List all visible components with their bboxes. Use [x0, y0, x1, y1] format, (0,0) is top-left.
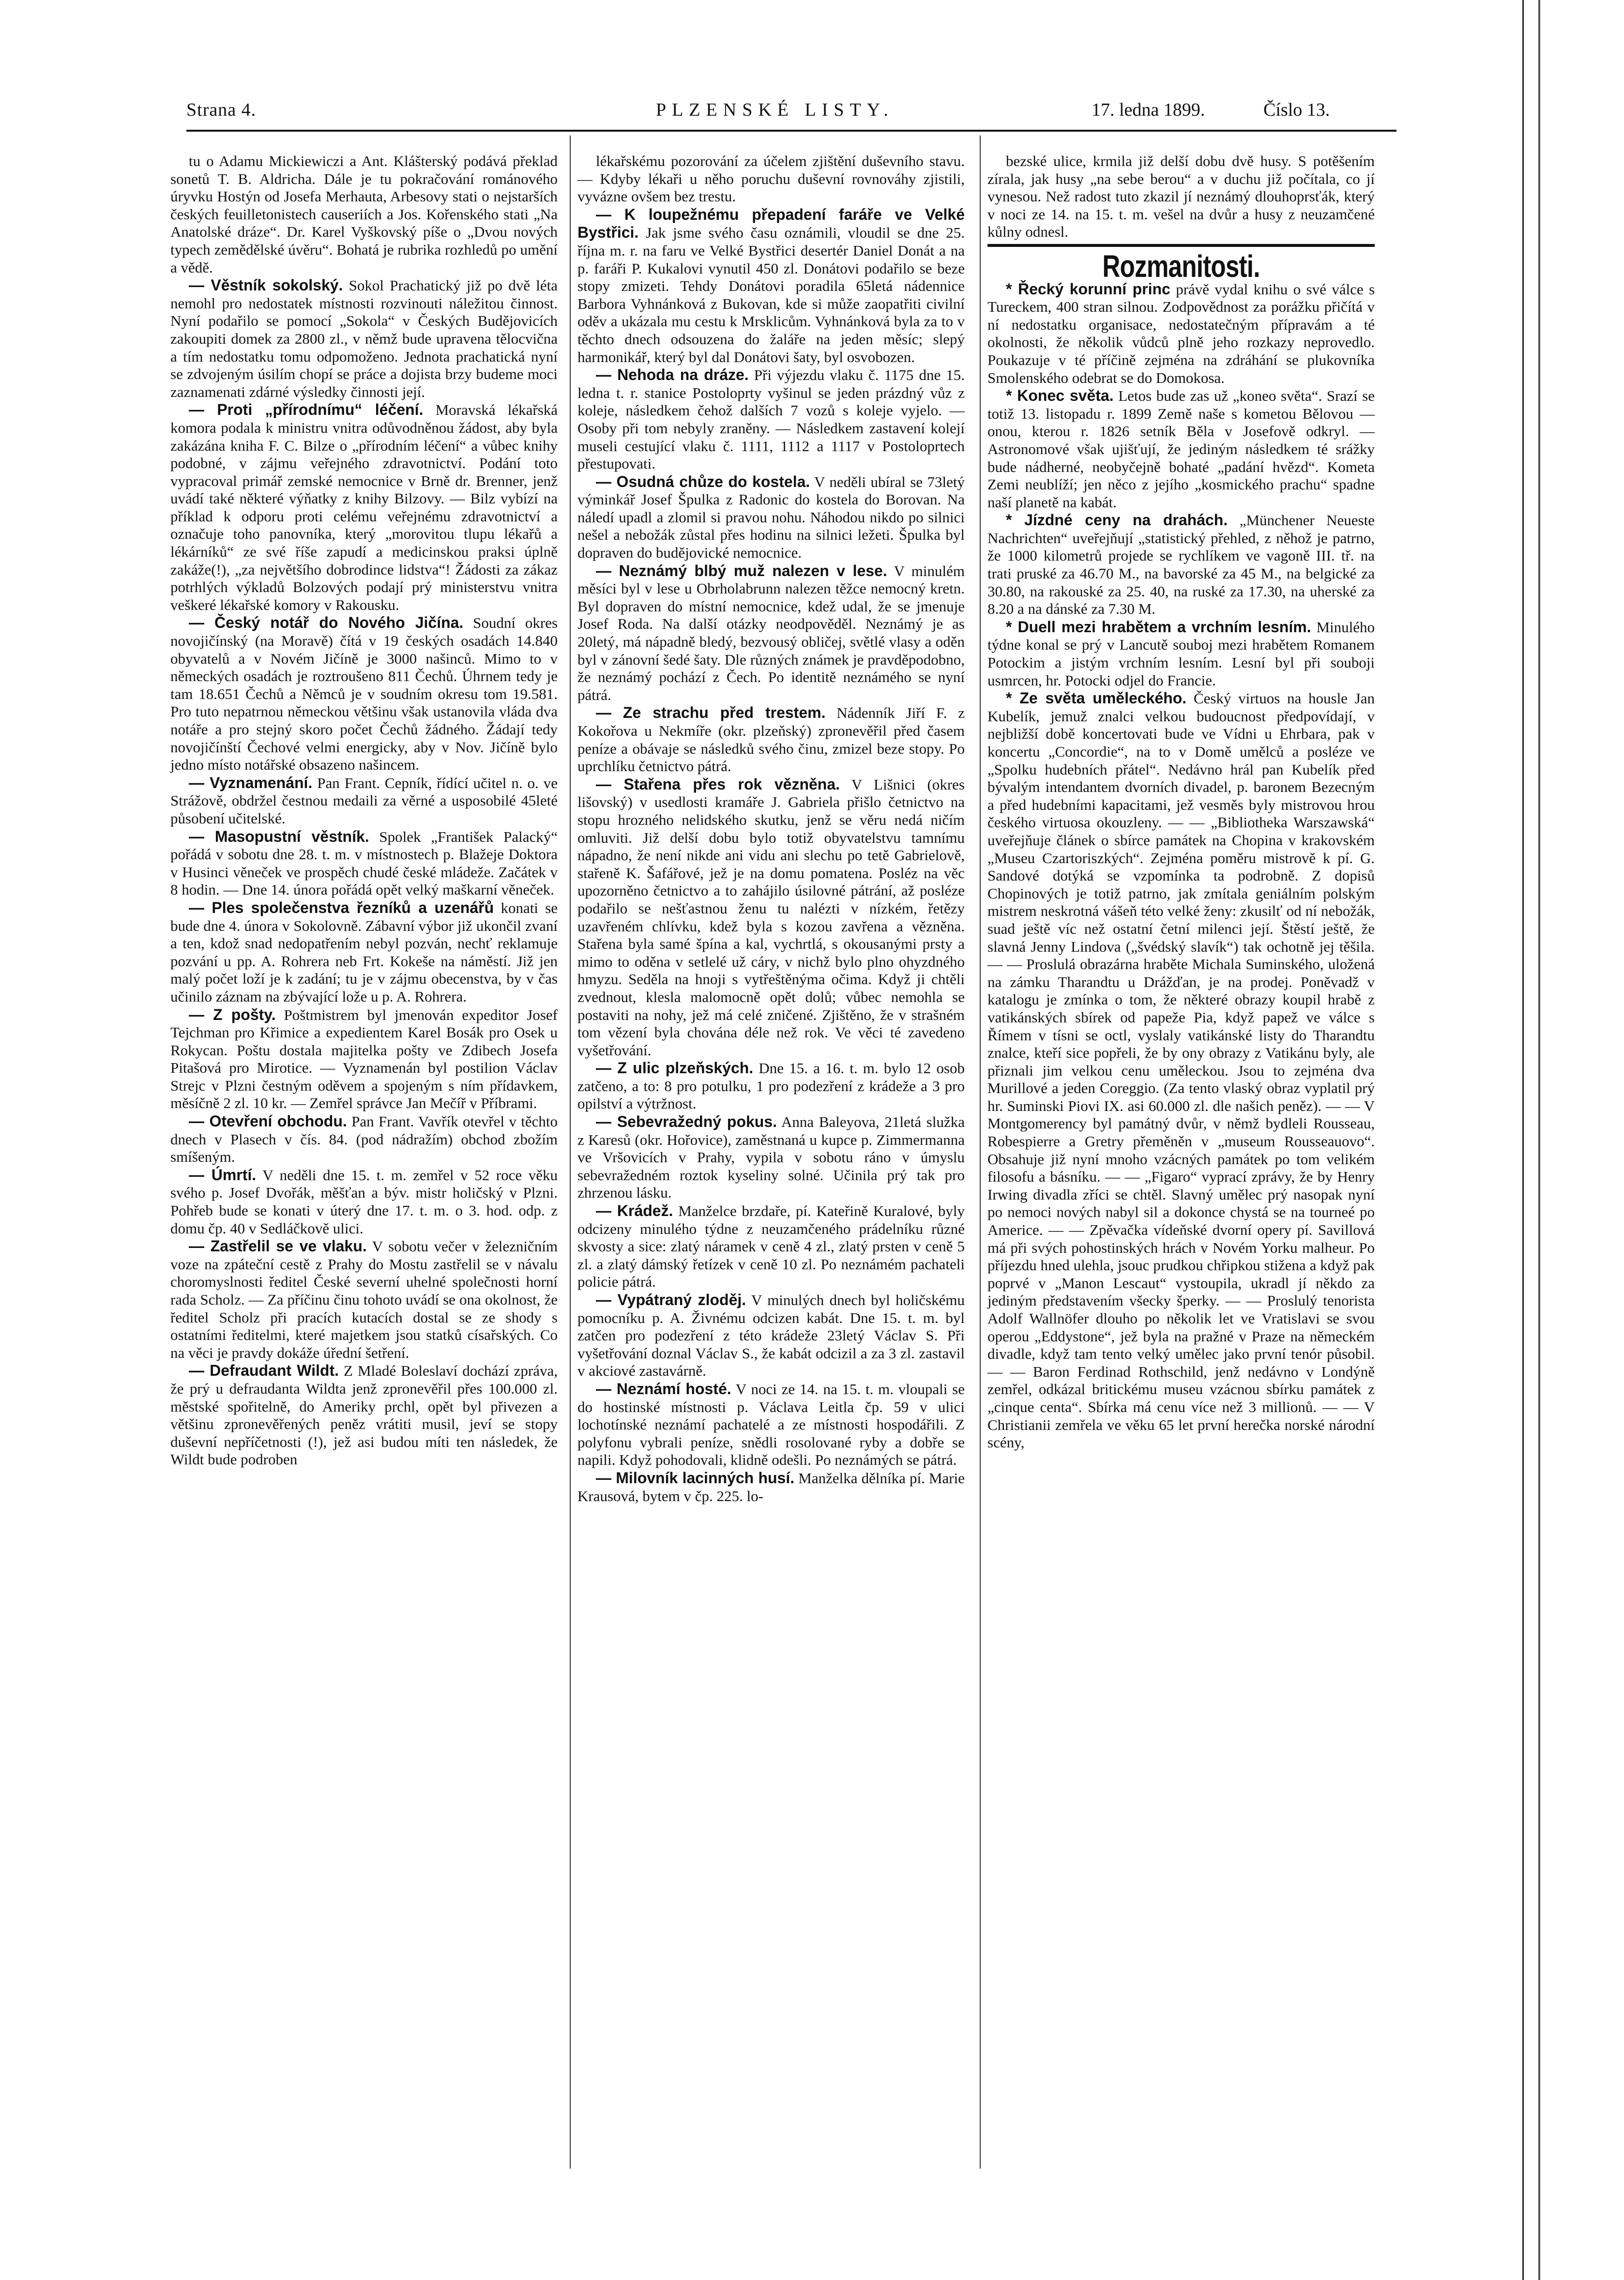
article-text: Moravská lékařská komora podala k ministru vnitra odůvodněnou žádost, aby byla zakázána kniha F. C. Bilze o „přírodním léčení“ a vůbec knihy podobné, v zájmu veřejného zdravotnictví. Podání toto vypracoval primář zemské nemocnice v Brně dr. Brenner, jenž uvádí také některé výňatky z knihy Bilzovy. — Bilz vybízí na příklad k odporu proti celému veřejnému zdravotnictví a označuje toho panovníka, který „morovitou tlupu lékařů a lékárníků“ ze své říše zapudí a medicinskou praksi úplně zakáže(!), „za největšího dobrodince lidstva“! Žádosti za zákaz potrhlých výkladů Bolzových podají prý ministerstvu vnitra veškeré lékařské komory v Rakousku.	[170, 401, 558, 613]
column-3	[987, 152, 1375, 1452]
article-text: „Münchener Neueste Nachrichten“ uveřejňují „statistický přehled, z něhož je patrno, že 1000 kilometrů projede se rychlíkem ve vagoně III. tř. na trati pruské za 46.70 M., na bavorské za 45 M., na belgické za 30.80, na rakouské za 25. 40, na ruské za 17.30, na uherské za 8.20 a na dánské za 7.30 M.	[987, 512, 1375, 618]
article-text: bezské ulice, krmila již delší dobu dvě husy. S potěšením zírala, jak husy „na sebe berou“ a v duchu již počítala, co jí vynesou. Než radost tuto zkazil jí neznámý dlouhoprsťák, který v noci ze 14. na 15. t. m. vešel na dvůr a husy z neuzamčené kůlny odnesl.	[987, 152, 1375, 241]
page-number: Strana 4.	[186, 100, 257, 120]
article-paragraph	[170, 152, 558, 276]
article-heading: — Proti „přírodnímu“ léčení.	[189, 401, 424, 419]
article-heading: — Otevření obchodu.	[189, 1112, 347, 1130]
article-paragraph	[577, 1380, 965, 1469]
article-heading: — Vyznamenání.	[189, 774, 313, 791]
article-text: Nádenník Jiří F. z Kokořova u Nekmíře (okr. plzeňský) zpronevěřil před časem peníze a obávaje se následků svého činu, zmizel beze stopy. Po uprchlíku četnictvo pátrá.	[577, 704, 965, 775]
section-title: Rozmanitosti.	[1102, 248, 1260, 284]
article-paragraph	[577, 206, 965, 366]
article-heading: — Neznámý blbý muž nalezen v lese.	[596, 562, 887, 579]
article-text: Minulého týdne konal se prý v Lancutě souboj mezi hrabětem Romanem Potockim a jistým vrchním lesním. Lesní byl při souboji usmrcen, hr. Potocki odjel do Francie.	[987, 618, 1375, 689]
issue-date: 17. ledna 1899.	[1092, 100, 1205, 120]
article-paragraph	[170, 774, 558, 828]
article-text: V neděli dne 15. t. m. zemřel v 52 roce věku svého p. Josef Dvořák, měšťan a býv. mistr holičský v Plzni. Pohřeb bude se konati v úterý dne 17. t. m. o 3. hod. odp. z domu čp. 40 v Sedláčkově ulici.	[170, 1166, 558, 1237]
article-paragraph	[577, 1059, 965, 1113]
newspaper-title: PLZENSKÉ LISTY.	[656, 100, 894, 120]
article-paragraph	[170, 401, 558, 614]
article-paragraph	[577, 1113, 965, 1202]
article-text: Pan Frant. Cepník, řídící učitel n. o. ve Strážově, obdržel čestnou medaili za věrné a usposobilé 45leté působení učitelské.	[170, 774, 558, 827]
article-paragraph	[577, 366, 965, 473]
article-heading: — Český notář do Nového Jičína.	[189, 614, 464, 632]
article-text: V minulém měsíci byl v lese u Obrholabrunn nalezen těžce nemocný kretn. Byl dopraven do místní nemocnice, kdež udal, že se jmenuje Josef Roda. Na další otázky neodpověděl. Neznámý je as 20letý, má nápadně bledý, bezvousý obličej, světlé vlasy a oděn byl v zánovní šedé šaty. Dle různých známek je pravděpodobno, že neznámý pochází z Čech. Po identitě neznámého se nyní pátrá.	[577, 562, 965, 703]
article-paragraph	[170, 899, 558, 1006]
column-3-bottom	[987, 280, 1375, 1452]
article-heading: — Osudná chůze do kostela.	[596, 472, 810, 490]
article-heading: — Věstník sokolský.	[189, 276, 343, 294]
article-heading: * Konec světa.	[1006, 387, 1114, 405]
article-heading: — Z pošty.	[189, 1005, 276, 1023]
article-text: Anna Baleyova, 21letá služka z Karesů (okr. Hořovice), zaměstnaná u kupce p. Zimmermanna ve Vršovicích v Prahy, vypila v sobotu ráno v úmyslu sebevražedném roztok kyseliny solné. Učinila prý tak pro zhrzenou lásku.	[577, 1113, 965, 1201]
article-paragraph	[577, 775, 965, 1060]
article-heading: — K loupežnému přepadení faráře ve Velké Bystřici.	[577, 205, 965, 242]
article-heading: — Zastřelil se ve vlaku.	[189, 1237, 367, 1255]
article-heading: — Masopustní věstník.	[189, 827, 369, 845]
article-text: Jak jsme svého času oznámili, vloudil se dne 25. října m. r. na faru ve Velké Bystřici desertér Daniel Donát a na p. faráři P. Kukalovi vynutil 450 zl. Donátovi podařilo se beze stopy zmizeti. Tehdy Donátovi poradila 65letá nádennice Barbora Vyhnánková z Bukovan, kde si může zaopatřiti civilní oděv a ukázala mu cestu k Mrsklicům. Vyhnánková byla za to v těchto dnech odsouzena do žaláře na jeden měsíc; slepý harmonikář, který byl dal Donátovi šaty, byl osvobozen.	[577, 224, 965, 365]
column-divider	[570, 136, 571, 2169]
page-edge-line	[1538, 0, 1540, 2280]
article-heading: — Sebevražedný pokus.	[596, 1113, 777, 1131]
article-heading: * Duell mezi hrabětem a vrchním lesním.	[1006, 618, 1311, 636]
article-text: Poštmistrem byl jmenován expeditor Josef Tejchman pro Křimice a expedientem Karel Bosák pro Osek u Rokycan. Poštu dostala majitelka pošty ve Zdibech Josefa Pitašová pro Mirotice. — Vyznamenán byl postilion Václav Strejc v Plzni čestným oděvem a spojeným s ním přídavkem, měsíčně 2 zl. 10 kr. — Zemřel správce Jan Mečíř v Příbrami.	[170, 1006, 558, 1112]
article-paragraph	[170, 1237, 558, 1362]
article-text: Letos bude zas už „koneo světa“. Srazí se totiž 13. listopadu r. 1899 Země naše s kometou Bělovou — onou, kterou r. 1826 setník Běla v Josefově odkryl. — Astronomové však ujišťují, že jediným následkem té srážky bude nádherné, neobyčejně bohaté „padání hvězd“. Kometa Zemi neublíží; jen něco z jejího „kosmického prachu“ spadne naší planetě na kabát.	[987, 387, 1375, 511]
article-text: Český virtuos na housle Jan Kubelík, jemuž znalci velkou budoucnost předpovídají, v nejbližší době koncertovati bude ve Vídni u Ehrbara, pak v koncertu „Concordie“, na to v Domě umělců a posléze ve „Spolku hudebních přátel“. Nedávno hrál pan Kubelík před bývalým intendantem dvorních divadel, p. baronem Bezecným a před hudebními kapacitami, jež vesměs byly mistrovou hrou českého virtuosa okouzleny. — — „Bibliotheka Warszawská“ uveřejňuje článek o sbírce památek na Chopina v krakovském „Museu Czartoriszkých“. Zejména poměru mistrově k pí. G. Sandové dotýká se vzpomínka ta podrobně. Z dopisů Chopinových je totiž patrno, jak zmítala geniálním polským mistrem neskrotná vášeň této velké ženy: zkusilť od ní nebožák, suad ještě víc než ostatní četní milenci její. Štěstí ještě, že slavná Jenny Lindova („švédský slavík“) tak ochotně jej těšila. — — Proslulá obrazárna hraběte Michala Suminského, uložená na zámku Tharandtu u Drážďan, je na prodej. Poněvadž v katalogu je zmínka o tom, že některé obrazy koupil hrabě z vatikánských sbírek od papeže Pia, když papež ve válce s Římem v tísni se octl, vyslaly vatikánské listy do Tharandtu znalce, kteří sice popřeli, že by ony obrazy z Vatikánu byly, ale přiznali jim velkou cenu uměleckou. Jsou to zejména dva Murillové a jeden Coreggio. (Za tento vlaský obraz vyplatil prý hr. Suminski Piovi IX. asi 60.000 zl. dle našich peněz). — — V Montgomerency byl památný dvůr, v němž bydleli Rousseau, Robespierre a Gretry přeměněn v „museum Rousseauovo“. Obsahuje již nyní mnoho vzácných památek po tom velikém filosofu a básníku. — — „Figaro“ vyprací zprávy, že by Henry Irwing divadla zříci se chtěl. Slavný umělec prý nasopak nyní po nemoci nových nabyl sil a dokonce chystá se na tourneé po Americe. — — Zpěvačka vídeňské dvorní opery pí. Savillová má při svých pohostinských hrách v Novém Yorku malheur. Po příjezdu hned ulehla, jsouc prudkou chřipkou stižena a když pak poprvé v „Manon Lescaut“ vystoupila, ukradl jí někdo za jediným představením všecky šperky. — — Proslulý tenorista Adolf Wallnöfer dlouho po několik let ve Vratislavi se svou operou „Eddystone“, jež byla na pražné v Praze na německém divadle, když tam tento velký umělec jako první tenór působil. — — Baron Ferdinad Rothschild, jenž nedávno v Londýně zemřel, odkázal britickému museu vzácnou sbírku památek z „cinque centa“. Sbírka má cenu více než 3 millionů. — — V Christianii zemřela ve věku 65 let první herečka norské národní scény,	[987, 690, 1375, 1451]
article-text: Manželce brzdaře, pí. Kateřině Kuralové, byly odcizeny minulého týdne z neuzamčeného prádelníku různé skvosty a sice: zlatý náramek v ceně 4 zl., zlatý prsten v ceně 5 zl. a zlatý dámský řetízek v ceně 10 zl. Po neznámém pachateli policie pátrá.	[577, 1202, 965, 1291]
article-heading: — Ze strachu před trestem.	[596, 704, 826, 722]
header-rule	[186, 130, 1396, 132]
article-text: tu o Adamu Mickiewiczi a Ant. Klášterský podává překlad sonetů T. B. Aldricha. Dále je tu pokračování románového úryvku Hostýn od Josefa Merhauta, Arbesovy stati o nejstarších českých feuilletonistech causeriích a Jos. Kořenského stati „Na Anatolské dráze“. Dr. Karel Vyškovský píše o „Dvou nových typech zemědělské úvěru“. Bohatá je rubrika rozhledů po umění a vědě.	[170, 152, 558, 276]
article-heading: * Jízdné ceny na drahách.	[1006, 511, 1228, 529]
article-paragraph	[987, 387, 1375, 511]
page-edge	[1522, 0, 1624, 2280]
article-paragraph	[577, 473, 965, 562]
article-paragraph	[987, 618, 1375, 689]
article-text: Soudní okres novojičínský (na Moravě) čítá v 19 českých osadách 14.840 obyvatelů a v Novém Jičíně je 3000 našinců. Mimo to v německých osadách je roztroušeno 811 Čechů. Úhrnem tedy je tam 18.651 Čechů a Němců je v soudním okresu tom 19.581. Pro tuto nepatrnou německou většinu však ustanovila vláda dva notáře a pro stejný skoro počet Čechů žádného. Žádají tedy novojičínští Čechové velmi energicky, aby v Nov. Jičíně bylo jedno místo notářské obsazeno našincem.	[170, 614, 558, 774]
article-text: V minulých dnech byl holičskému pomocníku p. A. Živnému odcizen kabát. Dne 15. t. m. byl zatčen pro podezření z této krádeže 23letý Václav S. Při vyšetřování doznal Václav S., že kabát odcizil a za 3 zl. zastavil v akciové zastavárně.	[577, 1292, 965, 1380]
article-paragraph	[170, 1362, 558, 1469]
article-text: Z Mladé Boleslaví dochází zpráva, že prý u defraudanta Wildta jenž zpronevěřil přes 100.000 zl. městské spořitelně, do Ameriky prchl, opět byl přivezen a většinu zpronevěřených peněz vrátiti musil, jeví se stopy duševní nepříčetnosti (!), jež asi budou míti ten následek, že Wildt bude podroben	[170, 1362, 558, 1468]
article-heading: — Neznámí hosté.	[596, 1380, 731, 1398]
article-paragraph	[170, 276, 558, 401]
article-paragraph	[577, 704, 965, 775]
article-paragraph	[170, 614, 558, 774]
article-paragraph	[577, 1202, 965, 1291]
article-heading: — Vypátraný zloděj.	[596, 1291, 746, 1308]
article-paragraph	[987, 689, 1375, 1452]
article-heading: — Stařena přes rok vězněna.	[596, 775, 840, 793]
article-heading: — Milovník lacinných husí.	[596, 1469, 795, 1487]
column-3-top	[987, 152, 1375, 241]
article-text: Při výjezdu vlaku č. 1175 dne 15. ledna t. r. stanice Postoloprty vyšinul se jeden prázdný vůz z koleje, následkem čehož dalších 7 vozů s koleje vyjelo. — Osoby při tom nebyly zraněny. — Následkem zastavení kolejí museli cestující vlaku č. 1111, 1112 a 1117 v Postoloprtech přestupovati.	[577, 366, 965, 472]
column-divider	[980, 136, 981, 2169]
article-paragraph	[577, 1469, 965, 1505]
section-rule	[987, 244, 1375, 247]
article-text: Dne 15. a 16. t. m. bylo 12 osob zatčeno, a to: 8 pro potulku, 1 pro podezření z krádeže a 3 pro opilství a výtržnost.	[577, 1060, 965, 1112]
article-text: Pan Frant. Vavřík otevřel v těchto dnech v Plasech v čís. 84. (pod nádražím) obchod zbožím smíšeným.	[170, 1113, 558, 1166]
article-text: lékařskému pozorování za účelem zjištění duševního stavu. — Kdyby lékaři u něho poruchu duševní rovnováhy zjistili, vyvázne ovšem bez trestu.	[577, 152, 965, 205]
article-text: Manželka dělníka pí. Marie Krausová, bytem v čp. 225. lo-	[577, 1469, 965, 1505]
article-paragraph	[170, 828, 558, 899]
article-heading: * Ze světa uměleckého.	[1006, 689, 1187, 707]
article-paragraph	[987, 280, 1375, 387]
article-paragraph	[170, 1112, 558, 1166]
column-2	[577, 152, 965, 1505]
article-heading: — Úmrtí.	[189, 1166, 257, 1184]
article-paragraph	[987, 152, 1375, 241]
article-text: V noci ze 14. na 15. t. m. vloupali se do hostinské místnosti p. Václava Leitla čp. 59 v ulici lochotínské neznámí pachatelé a ze místnosti hospodářili. Z polyfonu vybrali peníze, snědli rosolované ryby a dobře se napili. Když pohodovali, klidně odešli. Po neznámých se pátrá.	[577, 1380, 965, 1469]
article-paragraph	[170, 1166, 558, 1237]
article-text: V Lišnici (okres lišovský) v usedlosti kramáře J. Gabriela přišlo četnictvo na stopu hrozného nelidského skutku, jenž se věru nedá ničím omluviti. Již delší dobu bylo totiž obyvatelstvu tamnímu nápadno, že není nikde ani vidu ani slechu po tetě Gabrielově, stařeně K. Šafářové, jež je na domu pomatena. Posléz na věc upozorněno četnictvo a to zahájilo úsilovné pátrání, až posléze podařilo se nešťastnou ženu tu nalézti v nízkém, řetězy uzavřeném chlívku, kdež byla s kozou zavřena a vězněna. Stařena byla samé špína a kal, vychrtlá, s okousanými prsty a mimo to oděna v setlelé už cáry, v nichž bylo plno ohyzdného hmyzu. Seděla na hnoji s vytřeštěnýma očima. Když ji chtěli zvednout, klesla malomocně opět dolů; vůbec nemohla se postaviti na nohy, jež má celé zničené. Zjištěno, že v strašném tom vězení byla chována déle než rok. Ve věci té zavedeno vyšetřování.	[577, 775, 965, 1059]
article-text: Sokol Prachatický již po dvě léta nemohl pro nedostatek místnosti rozvinouti náležitou činnost. Nyní podařilo se pomocí „Sokola“ v Českých Budějovicích zakoupiti domek za 2800 zl., v němž bude upravena tělocvična a tím nedostatku tomu odpomoženo. Jednota prachatická nyní se zdvojeným úsilím chopí se práce a dojista brzy budeme moci zaznamenati zdárné výsledky činnosti její.	[170, 277, 558, 400]
article-heading: — Nehoda na dráze.	[596, 366, 749, 384]
article-paragraph	[987, 511, 1375, 618]
article-heading: * Řecký korunní princ	[1006, 280, 1170, 298]
article-heading: — Z ulic plzeňských.	[596, 1059, 754, 1077]
article-paragraph	[577, 562, 965, 704]
article-heading: — Defraudant Wildt.	[189, 1362, 339, 1380]
column-1	[170, 152, 558, 1469]
article-text: V sobotu večer v železničním voze na zpáteční cestě z Prahy do Mostu zastřelil se v návalu choromyslnosti ředitel České severní uhelné společnosti horní rada Scholz. — Za příčinu činu tohoto uvádí se ona okolnost, že ředitel Scholz při pracích kutacích dostal se ze shody s ostatními ředitelmi, které majetkem jsou statků císařských. Co na věci je pravdy dokáže úřední šetření.	[170, 1238, 558, 1361]
issue-number: Číslo 13.	[1263, 100, 1330, 120]
article-paragraph	[577, 152, 965, 206]
article-text: právě vydal knihu o své válce s Tureckem, 400 stran silnou. Zodpovědnost za porážku přičítá v ní nedostatku organisace, nedostatečným přípravám a té okolnosti, že několik vůdců plně jeho rozkazy neprovedlo. Poukazuje v té příčině zejména na zdráhání se plukovníka Smolenského odebrat se do Domokosa.	[987, 280, 1375, 386]
article-paragraph	[170, 1006, 558, 1113]
article-text: V neděli ubíral se 73letý výminkář Josef Špulka z Radonic do kostela do Borovan. Na náledí upadl a zlomil si pravou nohu. Náhodou nikdo po silnici nešel a nebožák zůstal přes hodinu na silnici ležeti. Špulka byl dopraven do budějovické nemocnice.	[577, 473, 965, 562]
article-heading: — Ples společenstva řezníků a uzenářů	[189, 898, 494, 916]
article-paragraph	[577, 1291, 965, 1380]
article-text: konati se bude dne 4. února v Sokolovně. Zábavní výbor již ukončil zvaní a ten, kdož snad nedopatřením nebyl pozván, nechť reklamuje pozvání u pp. A. Rohrera neb Frt. Kokeše na náměstí. Již jen malý počet loží je k zadání; tu je v zájmu obecenstva, by v čas učinilo záznam na zbývající lože u p. A. Rohrera.	[170, 899, 558, 1005]
article-heading: — Krádež.	[596, 1202, 673, 1220]
article-text: Spolek „František Palacký“ pořádá v sobotu dne 28. t. m. v místnostech p. Blažeje Doktora v Husinci věneček ve prospěch chudé české mládeže. Začátek v 8 hodin. — Dne 14. února pořádá opět velký maškarní věneček.	[170, 828, 558, 898]
page-header	[186, 99, 1394, 128]
